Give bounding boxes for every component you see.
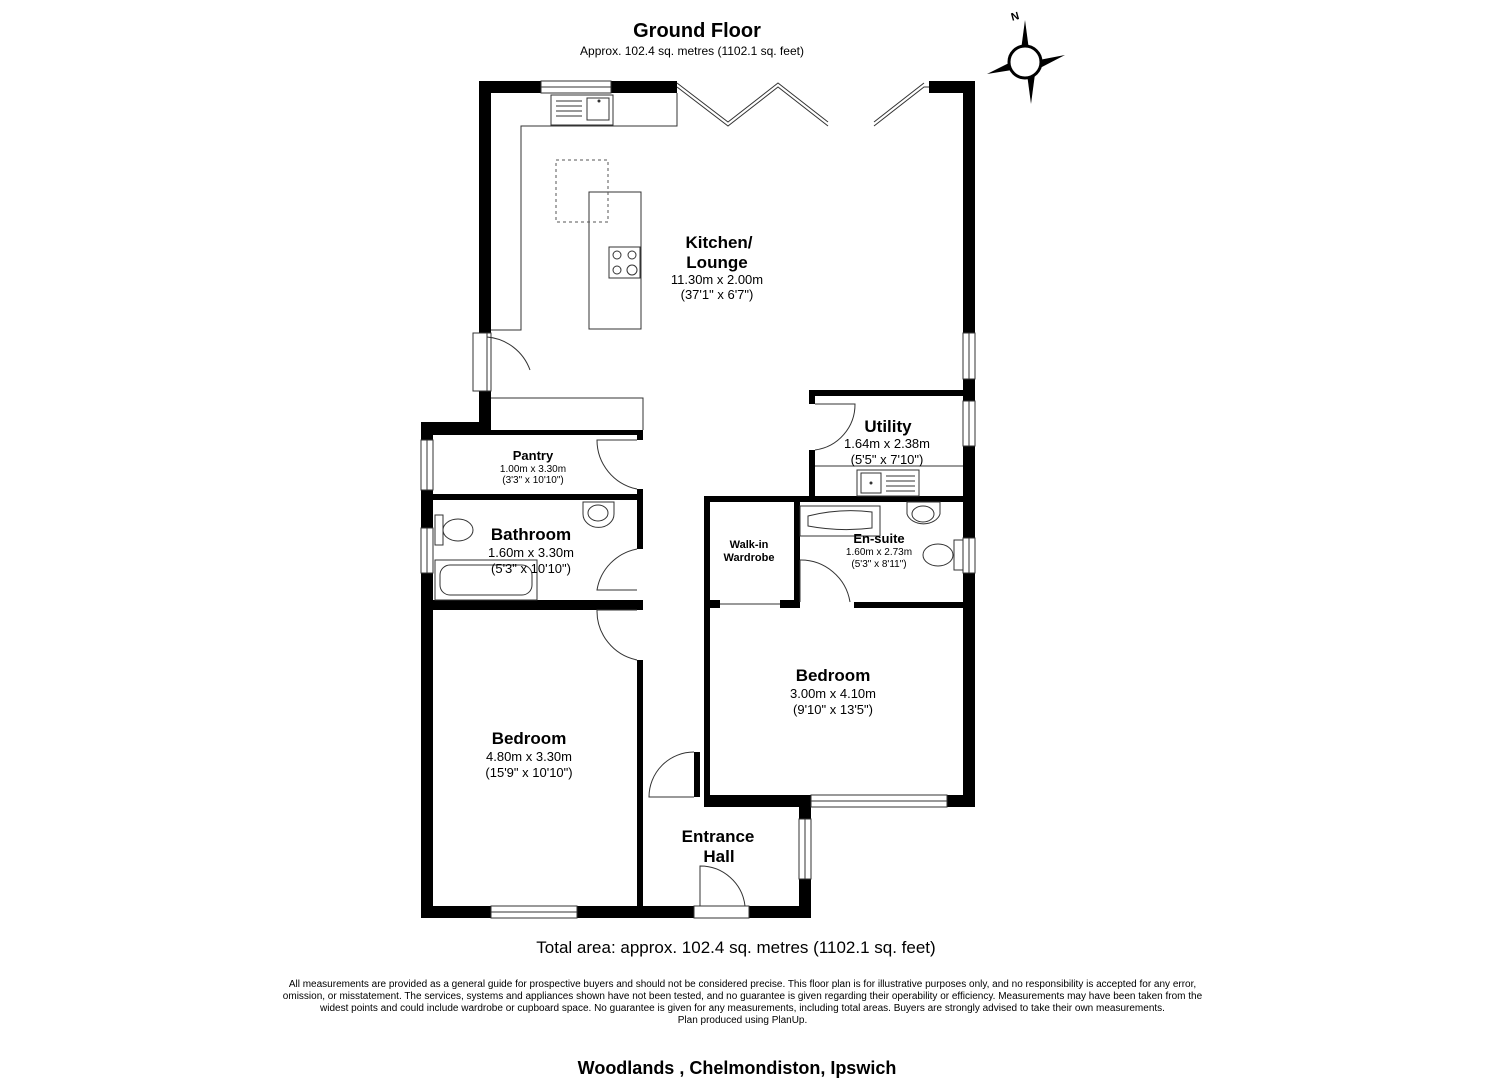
room-bedroom-1: [790, 666, 876, 717]
room-walkin-wardrobe: [724, 539, 775, 564]
room-name: Utility: [864, 417, 912, 436]
room-name: Walk-in: [729, 539, 769, 551]
room-imperial: (5'5" x 7'10"): [850, 452, 924, 467]
room-name: Entrance: [681, 827, 755, 846]
disclaimer-text: All measurements are provided as a general guide for prospective buyers and should not be considered precise. This floor plan is for illustrative purposes only, and no responsibility is accepted for any error, omission, or misstatement. The services, systems and appliances shown have not been tested, and no guarantee is given regarding their operability or efficiency. Measurements may have been taken from the widest points and could include wardrobe or cupboard space. No guarantee is given for any measurements, including total areas. Buyers are strongly advised to take their own measurements.: [282, 979, 1203, 1014]
room-name: Bathroom: [490, 525, 572, 544]
property-address: Woodlands , Chelmondiston, Ipswich: [577, 1058, 897, 1078]
compass-north-label: N: [1009, 10, 1021, 24]
room-metric: 4.80m x 3.30m: [486, 749, 572, 764]
room-bathroom: [488, 525, 574, 576]
room-utility: [844, 417, 930, 467]
utility-fixtures: [815, 466, 963, 496]
disclaimer: [270, 979, 1215, 1027]
kitchen-fixtures: [491, 93, 677, 430]
room-imperial: (9'10" x 13'5"): [793, 702, 873, 717]
room-metric: 1.60m x 2.73m: [845, 547, 913, 558]
room-name: Lounge: [686, 253, 748, 272]
room-imperial: (5'3" x 8'11"): [851, 559, 907, 570]
room-entrance-hall: [682, 827, 755, 866]
total-area: Total area: approx. 102.4 sq. metres (1102.1 sq. feet): [536, 938, 936, 957]
room-metric: 1.60m x 3.30m: [488, 545, 574, 560]
room-imperial: (5'3" x 10'10"): [491, 561, 571, 576]
room-imperial: (37'1" x 6'7"): [680, 287, 754, 302]
floor-area-subtitle: Approx. 102.4 sq. metres (1102.1 sq. feet): [580, 44, 804, 58]
room-metric: 1.00m x 3.30m: [499, 464, 567, 475]
floor-title: Ground Floor: [633, 20, 761, 42]
room-metric: 3.00m x 4.10m: [790, 686, 876, 701]
room-ensuite: [846, 531, 912, 570]
room-name: Hall: [703, 847, 735, 866]
room-pantry: [500, 448, 566, 486]
room-name: En-suite: [853, 531, 905, 546]
plan-credit: Plan produced using PlanUp.: [677, 1015, 808, 1026]
room-name: Bedroom: [491, 729, 567, 748]
room-imperial: (15'9" x 10'10"): [485, 765, 573, 780]
room-imperial: (3'3" x 10'10"): [502, 475, 564, 486]
room-name: Pantry: [512, 448, 554, 463]
room-kitchen-lounge: [671, 233, 763, 302]
room-name: Bedroom: [795, 666, 871, 685]
room-name: Wardrobe: [723, 552, 775, 564]
room-name: Kitchen/: [685, 233, 753, 252]
room-bedroom-2: [485, 729, 572, 780]
room-metric: 1.64m x 2.38m: [844, 436, 930, 451]
room-metric: 11.30m x 2.00m: [670, 272, 764, 287]
compass-icon: [987, 20, 1065, 104]
